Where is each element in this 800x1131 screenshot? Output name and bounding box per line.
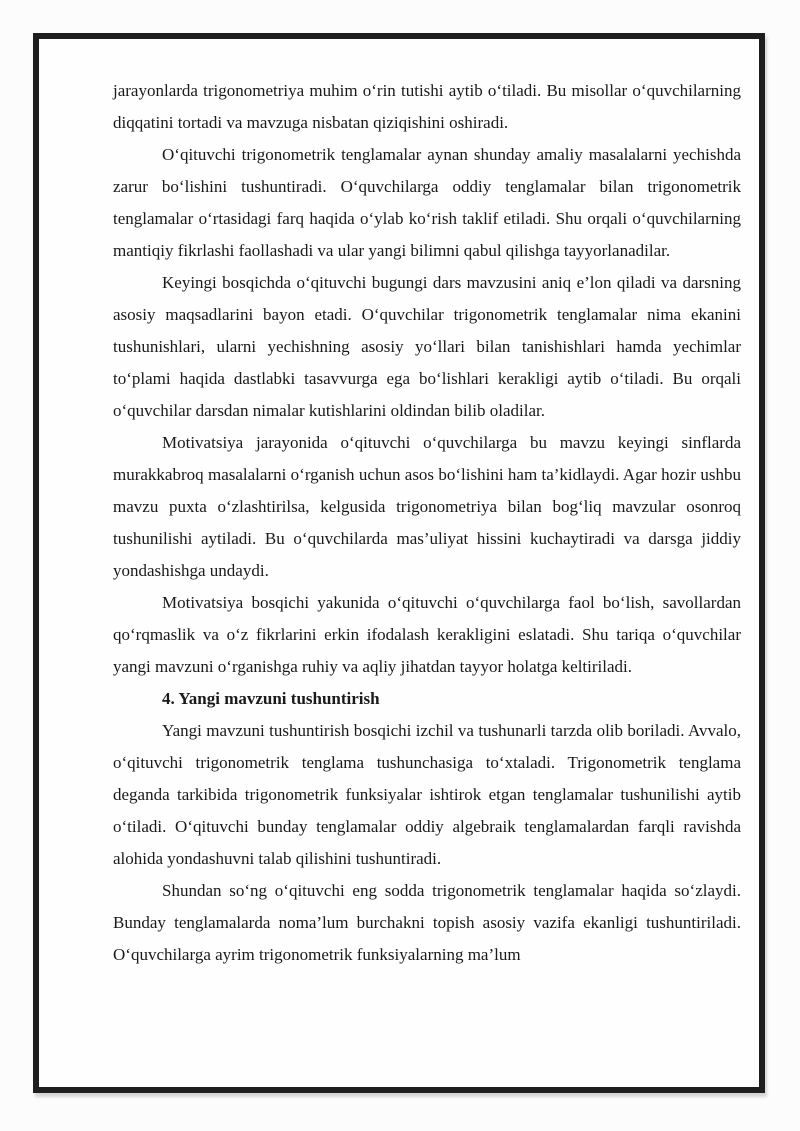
- paragraph: Keyingi bosqichda oʻqituvchi bugungi dars mavzusini aniq e’lon qiladi va darsning asosiy maqsadlarini bayon etadi. Oʻquvchilar trigonometrik tenglamalar nima ekanini tushunishlari, ularni yechishning asosiy yoʻllari bilan tanishishlari hamda yechimlar toʻplami haqida dastlabki tasavvurga ega boʻlishlari kerakligi aytib oʻtiladi. Bu orqali oʻquvchilar darsdan nimalar kutishlarini oldindan bilib oladilar.: [113, 273, 741, 420]
- paragraph: Yangi mavzuni tushuntirish bosqichi izchil va tushunarli tarzda olib boriladi. Avvalo, oʻqituvchi trigonometrik tenglama tushunchasiga toʻxtaladi. Trigonometrik tenglama deganda tarkibida trigonometrik funksiyalar ishtirok etgan tenglamalar tushunilishi aytib oʻtiladi. Oʻqituvchi bunday tenglamalar oddiy algebraik tenglamalardan farqli ravishda alohida yondashuvni talab qilishini tushuntiradi.: [113, 721, 741, 868]
- section-heading: 4. Yangi mavzuni tushuntirish: [162, 689, 380, 708]
- document-body: [113, 75, 741, 971]
- paragraph: Motivatsiya bosqichi yakunida oʻqituvchi oʻquvchilarga faol boʻlish, savollardan qoʻrqmaslik va oʻz fikrlarini erkin ifodalash kerakligini eslatadi. Shu tariqa oʻquvchilar yangi mavzuni oʻrganishga ruhiy va aqliy jihatdan tayyor holatga keltiriladi.: [113, 593, 741, 676]
- paragraph: Shundan soʻng oʻqituvchi eng sodda trigonometrik tenglamalar haqida soʻzlaydi. Bunday tenglamalarda noma’lum burchakni topish asosiy vazifa ekanligi tushuntiriladi. Oʻquvchilarga ayrim trigonometrik funksiyalarning ma’lum: [113, 881, 741, 964]
- paragraph: Motivatsiya jarayonida oʻqituvchi oʻquvchilarga bu mavzu keyingi sinflarda murakkabroq masalalarni oʻrganish uchun asos boʻlishini ham ta’kidlaydi. Agar hozir ushbu mavzu puxta oʻzlashtirilsa, kelgusida trigonometriya bilan bogʻliq mavzular osonroq tushunilishi aytiladi. Bu oʻquvchilarda mas’uliyat hissini kuchaytiradi va darsga jiddiy yondashishga undaydi.: [113, 433, 741, 580]
- paragraph: Oʻqituvchi trigonometrik tenglamalar aynan shunday amaliy masalalarni yechishda zarur boʻlishini tushuntiradi. Oʻquvchilarga oddiy tenglamalar bilan trigonometrik tenglamalar oʻrtasidagi farq haqida oʻylab koʻrish taklif etiladi. Shu orqali oʻquvchilarning mantiqiy fikrlashi faollashadi va ular yangi bilimni qabul qilishga tayyorlanadilar.: [113, 145, 741, 260]
- page-border-frame: [33, 33, 765, 1093]
- paragraph: jarayonlarda trigonometriya muhim oʻrin tutishi aytib oʻtiladi. Bu misollar oʻquvchilarning diqqatini tortadi va mavzuga nisbatan qiziqishini oshiradi.: [113, 81, 741, 132]
